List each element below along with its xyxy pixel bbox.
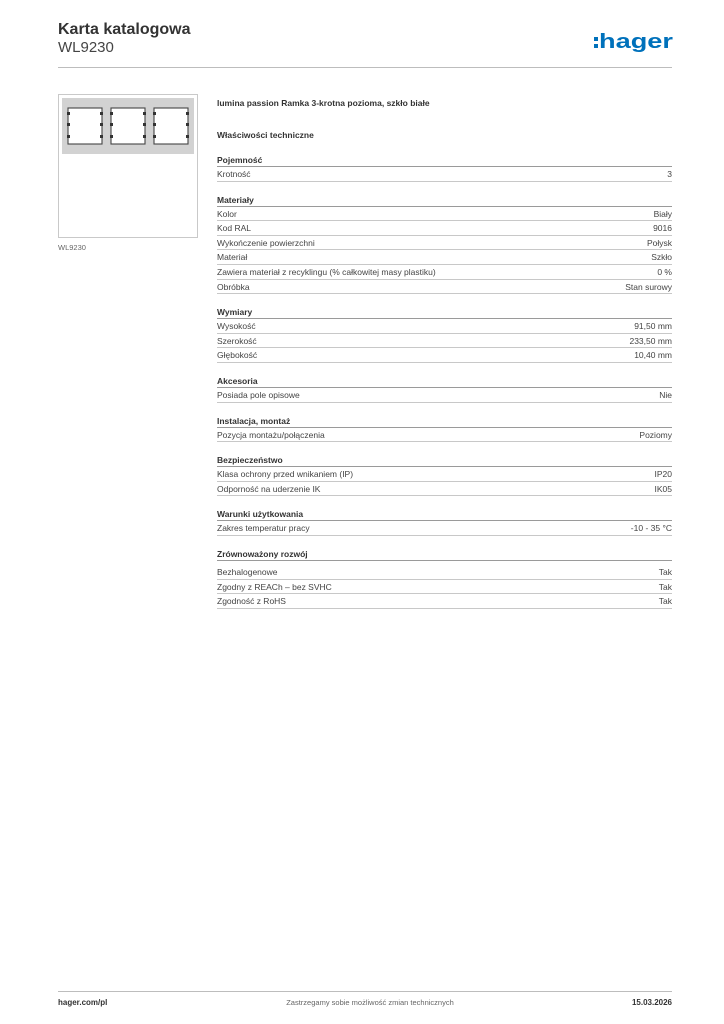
section-accessories xyxy=(217,374,672,403)
spec-label: Zakres temperatur pracy xyxy=(217,523,310,534)
spec-label: Zgodność z RoHS xyxy=(217,596,286,607)
spec-label: Kolor xyxy=(217,208,237,219)
spec-value: 3 xyxy=(667,169,672,179)
spec-row xyxy=(217,348,672,363)
spec-label: Klasa ochrony przed wnikaniem (IP) xyxy=(217,469,354,480)
spec-value: Poziomy xyxy=(639,429,672,440)
spec-value: IP20 xyxy=(654,469,672,480)
spec-label: Zgodny z REACh – bez SVHC xyxy=(217,581,332,592)
spec-value: IK05 xyxy=(654,483,672,494)
spec-row xyxy=(217,334,672,349)
product-name: lumina passion Ramka 3-krotna pozioma, szkło białe xyxy=(217,98,430,108)
section-operating-conditions xyxy=(217,507,672,536)
spec-row xyxy=(217,280,672,295)
spec-value: Szkło xyxy=(651,252,672,263)
spec-row xyxy=(217,565,672,580)
spec-value: Tak xyxy=(658,581,672,592)
spec-row xyxy=(217,482,672,497)
properties-heading: Właściwości techniczne xyxy=(217,130,314,140)
spec-value: 91,50 mm xyxy=(634,321,672,332)
section-sustainability xyxy=(217,547,672,609)
spec-row xyxy=(217,167,672,182)
footer-notice: Zastrzegamy sobie możliwość zmian technicznych xyxy=(286,998,454,1007)
section-title: Bezpieczeństwo xyxy=(217,453,672,467)
spec-value: 233,50 mm xyxy=(629,335,672,346)
section-title: Zrównoważony rozwój xyxy=(217,547,672,561)
spec-row xyxy=(217,207,672,222)
spec-label: Wysokość xyxy=(217,321,256,332)
spec-label: Zawiera materiał z recyklingu (% całkowitej masy plastiku) xyxy=(217,266,436,277)
spec-label: Krotność xyxy=(217,169,251,179)
frame-module-3 xyxy=(154,108,188,144)
section-safety xyxy=(217,453,672,496)
section-title: Pojemność xyxy=(217,153,672,167)
section-installation xyxy=(217,414,672,443)
footer-website: hager.com/pl xyxy=(58,998,108,1007)
spec-row xyxy=(217,580,672,595)
spec-value: Połysk xyxy=(646,237,672,248)
spec-label: Pozycja montażu/połączenia xyxy=(217,429,325,440)
spec-value: 10,40 mm xyxy=(634,350,672,361)
spec-row xyxy=(217,467,672,482)
spec-value: 9016 xyxy=(653,223,672,234)
spec-label: Materiał xyxy=(217,252,248,263)
section-title: Akcesoria xyxy=(217,374,672,388)
spec-row xyxy=(217,250,672,265)
page-title: Karta katalogowa xyxy=(58,21,191,38)
header-divider xyxy=(58,67,672,68)
spec-row xyxy=(217,319,672,334)
section-title: Wymiary xyxy=(217,305,672,319)
spec-row xyxy=(217,265,672,280)
spec-label: Posiada pole opisowe xyxy=(217,389,300,400)
spec-value: Tak xyxy=(658,566,672,577)
spec-label: Szerokość xyxy=(217,335,257,346)
spec-row xyxy=(217,594,672,609)
frame-module-2 xyxy=(111,108,145,144)
spec-value: Tak xyxy=(658,596,672,607)
spec-label: Głębokość xyxy=(217,350,258,361)
logo-dot-top xyxy=(594,37,598,41)
section-dimensions xyxy=(217,305,672,363)
section-materials xyxy=(217,193,672,295)
spec-label: Wykończenie powierzchni xyxy=(217,237,315,248)
footer-divider xyxy=(58,991,672,992)
frame-illustration xyxy=(59,95,197,237)
spec-row xyxy=(217,388,672,403)
spec-row xyxy=(217,236,672,251)
section-title: Warunki użytkowania xyxy=(217,507,672,521)
spec-label: Bezhalogenowe xyxy=(217,566,278,577)
product-image xyxy=(58,94,198,238)
frame-module-1 xyxy=(68,108,102,144)
spec-row xyxy=(217,521,672,536)
spec-label: Kod RAL xyxy=(217,223,252,234)
logo-dot-bottom xyxy=(594,44,598,48)
section-title: Materiały xyxy=(217,193,672,207)
footer-date: 15.03.2026 xyxy=(631,998,672,1007)
logo-wordmark: hager xyxy=(599,31,674,53)
spec-row xyxy=(217,428,672,443)
spec-value: Stan surowy xyxy=(625,281,672,292)
product-code: WL9230 xyxy=(58,39,114,56)
spec-label: Obróbka xyxy=(217,281,250,292)
hager-logo xyxy=(594,28,674,58)
spec-row xyxy=(217,221,672,236)
section-capacity xyxy=(217,153,672,182)
spec-value: Nie xyxy=(659,389,672,400)
image-caption: WL9230 xyxy=(58,243,86,252)
spec-label: Odporność na uderzenie IK xyxy=(217,483,321,494)
spec-value: Biały xyxy=(653,208,672,219)
spec-value: -10 - 35 °C xyxy=(630,523,672,534)
spec-table xyxy=(217,96,672,609)
section-title: Instalacja, montaż xyxy=(217,414,672,428)
spec-value: 0 % xyxy=(657,266,672,277)
